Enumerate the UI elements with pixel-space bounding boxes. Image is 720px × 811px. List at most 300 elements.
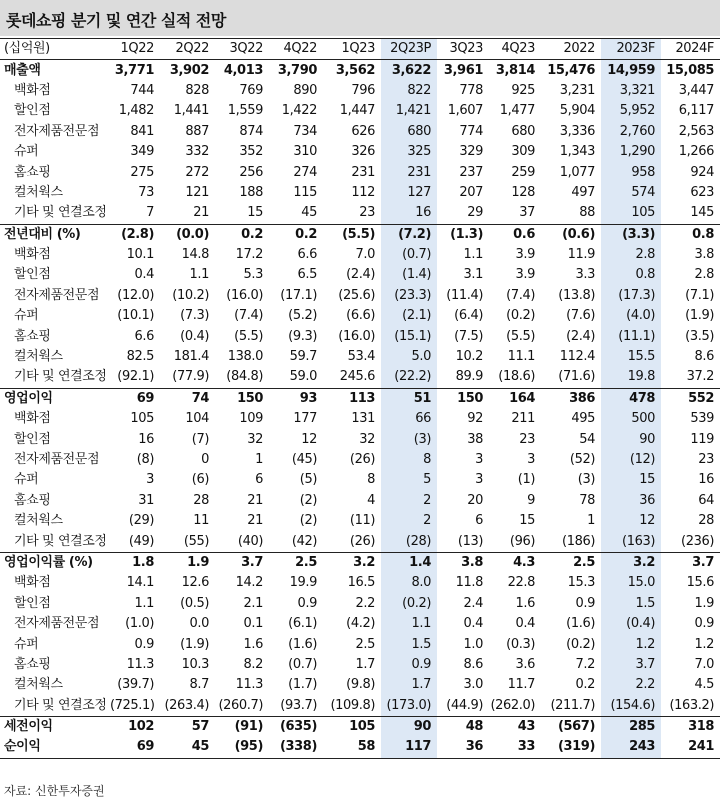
table-cell: 0.2 [269, 224, 323, 245]
table-cell: 15.6 [686, 575, 714, 591]
table-cell: 623 [690, 184, 714, 200]
unit-label: (십억원) [0, 39, 110, 60]
table-cell: 45 [160, 737, 215, 758]
table-cell: (263.4) [164, 697, 209, 713]
table-cell: 326 [351, 144, 375, 160]
table-cell: 181.4 [173, 349, 209, 365]
column-header: 2Q23P [381, 39, 437, 60]
table-cell: 15,476 [547, 62, 595, 78]
table-cell: 37.2 [686, 369, 714, 385]
table-cell: 7.0 [355, 247, 375, 263]
table-cell: 11.7 [507, 677, 535, 693]
table-cell: 28 [698, 513, 714, 529]
table-cell: (10.1) [117, 308, 154, 324]
row-label: 영업이익 [0, 388, 110, 409]
table-cell: 54 [579, 431, 595, 447]
table-cell: (1.4) [381, 265, 437, 285]
table-cell: (211.7) [550, 697, 595, 713]
table-cell: 3.9 [515, 267, 535, 283]
table-cell: 500 [601, 409, 661, 429]
table-cell: 1.1 [134, 595, 154, 611]
table-cell: (0.4) [601, 614, 661, 634]
table-cell: 8.6 [463, 656, 483, 672]
table-cell: 925 [511, 82, 535, 98]
table-cell: 1.7 [355, 656, 375, 672]
table-cell: (11) [349, 513, 375, 529]
row-label: 매출액 [4, 62, 41, 78]
column-header: 2024F [661, 39, 720, 60]
table-cell: 19.9 [289, 575, 317, 591]
table-cell: 2.2 [601, 675, 661, 695]
table-cell: 3,321 [601, 81, 661, 101]
table-cell: 8.0 [381, 573, 437, 593]
table-cell: 78 [579, 492, 595, 508]
table-cell: (95) [215, 737, 269, 758]
table-cell: 2 [381, 491, 437, 511]
table-cell: 104 [185, 411, 209, 427]
column-header: 1Q23 [323, 39, 381, 60]
table-cell: 14.2 [235, 575, 263, 591]
table-cell: (93.7) [280, 697, 317, 713]
table-row [0, 737, 720, 758]
table-cell: 16 [381, 203, 437, 224]
table-cell: 15.0 [601, 573, 661, 593]
table-cell: 890 [293, 82, 317, 98]
table-cell: 1.2 [694, 636, 714, 652]
table-cell: 0.9 [575, 595, 595, 611]
table-cell: 5.0 [381, 347, 437, 367]
table-cell: (9.3) [288, 328, 317, 344]
table-cell: 92 [467, 411, 483, 427]
table-cell: (0.2) [566, 636, 595, 652]
table-cell: (5.5) [323, 224, 381, 245]
table-cell: 102 [110, 716, 160, 737]
row-label: 전년대비 (%) [0, 224, 110, 245]
table-cell: 1,290 [601, 142, 661, 162]
row-label: 슈퍼 [14, 308, 39, 324]
table-cell: 14.1 [126, 575, 154, 591]
table-cell: (5.5) [506, 328, 535, 344]
table-cell: 88 [579, 205, 595, 221]
table-cell: 0.2 [575, 677, 595, 693]
table-cell: 3.6 [515, 656, 535, 672]
table-cell: 3,622 [381, 60, 437, 81]
table-cell: (2.4) [566, 328, 595, 344]
table-cell: 6.5 [297, 267, 317, 283]
table-cell: 3.2 [601, 552, 661, 573]
table-cell: 3.8 [437, 552, 489, 573]
row-label: 홈쇼핑 [14, 656, 51, 672]
table-cell: 3,562 [335, 62, 375, 78]
table-cell: (13) [457, 533, 483, 549]
table-cell: 64 [698, 492, 714, 508]
table-cell: (17.1) [280, 287, 317, 303]
row-label: 홈쇼핑 [14, 328, 51, 344]
table-cell: (84.8) [226, 369, 263, 385]
table-row [0, 531, 720, 552]
row-label: 영업이익률 (%) [0, 552, 110, 573]
table-cell: 15 [247, 205, 263, 221]
table-cell: 9 [527, 492, 535, 508]
row-label: 컬처웍스 [14, 184, 63, 200]
table-cell: (0.6) [541, 224, 601, 245]
table-header-row [0, 39, 720, 60]
row-label: 할인점 [14, 267, 51, 283]
table-cell: 53.4 [347, 349, 375, 365]
table-cell: (92.1) [117, 369, 154, 385]
table-cell: 325 [381, 142, 437, 162]
table-cell: (1.7) [288, 677, 317, 693]
table-cell: 127 [381, 183, 437, 203]
table-cell: 0 [201, 452, 209, 467]
table-cell: 887 [185, 123, 209, 139]
table-cell: 16 [698, 472, 714, 488]
table-cell: 23 [519, 431, 535, 447]
table-cell: 0.8 [601, 265, 661, 285]
table-cell: 796 [351, 82, 375, 98]
table-cell: 1,266 [678, 144, 714, 160]
table-cell: 5.3 [243, 267, 263, 283]
table-cell: 119 [690, 431, 714, 447]
table-cell: 1.4 [381, 552, 437, 573]
table-cell: 309 [511, 144, 535, 160]
table-cell: 145 [690, 205, 714, 221]
table-cell: 3,961 [443, 62, 483, 78]
table-cell: 131 [351, 411, 375, 427]
table-cell: 231 [381, 162, 437, 182]
table-cell: 769 [239, 82, 263, 98]
table-cell: 3,336 [559, 123, 595, 139]
table-cell: (7.2) [381, 224, 437, 245]
table-cell: (2.8) [110, 224, 160, 245]
table-cell: (17.3) [601, 286, 661, 306]
table-cell: (0.2) [381, 594, 437, 614]
table-cell: 822 [381, 81, 437, 101]
table-cell: 90 [381, 716, 437, 737]
table-cell: (71.6) [558, 369, 595, 385]
table-row [0, 655, 720, 675]
table-cell: (635) [269, 716, 323, 737]
table-cell: (52) [569, 452, 595, 467]
table-cell: 497 [571, 184, 595, 200]
table-cell: 275 [130, 164, 154, 180]
table-cell: (23.3) [381, 286, 437, 306]
table-cell: 11.3 [235, 677, 263, 693]
table-cell: (16.0) [338, 328, 375, 344]
table-cell: 1,447 [339, 103, 375, 119]
table-cell: 1,422 [281, 103, 317, 119]
table-cell: 36 [601, 491, 661, 511]
row-label: 백화점 [14, 82, 51, 98]
table-cell: 51 [381, 388, 437, 409]
table-cell: (2) [299, 492, 317, 508]
table-cell: 3.2 [323, 552, 381, 573]
table-cell: (319) [541, 737, 601, 758]
row-label: 백화점 [14, 575, 51, 591]
table-cell: 231 [351, 164, 375, 180]
table-cell: 5,952 [601, 101, 661, 121]
table-cell: 32 [247, 431, 263, 447]
table-cell: 734 [293, 123, 317, 139]
table-cell: 349 [130, 144, 154, 160]
table-cell: 10.1 [126, 247, 154, 263]
column-header: 4Q22 [269, 39, 323, 60]
table-cell: 59.7 [289, 349, 317, 365]
table-cell: 115 [293, 184, 317, 200]
table-cell: 1.9 [694, 595, 714, 611]
table-cell: 1.6 [515, 595, 535, 611]
table-cell: 112.4 [559, 349, 595, 365]
table-cell: 1.7 [381, 675, 437, 695]
table-cell: 29 [467, 205, 483, 221]
row-label: 슈퍼 [14, 144, 39, 160]
table-cell: (1.6) [288, 636, 317, 652]
table-cell: 105 [323, 716, 381, 737]
table-row [0, 573, 720, 593]
row-label: 세전이익 [0, 716, 110, 737]
table-cell: 11.9 [567, 247, 595, 263]
table-row [0, 60, 720, 81]
row-label: 전자제품전문점 [14, 616, 100, 632]
table-cell: 0.8 [661, 224, 720, 245]
title-bar [0, 0, 720, 36]
table-cell: 12.6 [181, 575, 209, 591]
table-cell: 20 [467, 492, 483, 508]
table-cell: 0.4 [463, 616, 483, 632]
table-cell: 274 [293, 164, 317, 180]
table-cell: 33 [489, 737, 541, 758]
table-cell: (12) [601, 450, 661, 470]
table-cell: 12 [601, 511, 661, 531]
table-cell: 2.5 [541, 552, 601, 573]
table-cell: 21 [247, 513, 263, 529]
table-row [0, 122, 720, 142]
table-cell: (6.1) [288, 616, 317, 632]
table-cell: (3) [577, 472, 595, 488]
table-cell: (44.9) [446, 697, 483, 713]
table-cell: (262.0) [490, 697, 535, 713]
table-cell: (725.1) [110, 697, 155, 713]
table-cell: 2.4 [463, 595, 483, 611]
table-cell: 21 [193, 205, 209, 221]
table-cell: 272 [185, 164, 209, 180]
table-cell: 2.1 [243, 595, 263, 611]
table-cell: 69 [110, 737, 160, 758]
table-cell: (11.4) [446, 287, 483, 303]
source-note: 자료: 신한투자증권 [4, 784, 105, 798]
table-cell: (2) [299, 513, 317, 529]
table-cell: (7.6) [566, 308, 595, 324]
table-cell: (1.9) [685, 308, 714, 324]
table-cell: 1.5 [381, 634, 437, 654]
table-cell: 478 [601, 388, 661, 409]
table-row [0, 286, 720, 306]
table-cell: 0.0 [189, 616, 209, 632]
table-cell: 958 [601, 162, 661, 182]
table-cell: 6.6 [297, 247, 317, 263]
table-cell: 21 [247, 492, 263, 508]
row-label: 전자제품전문점 [14, 287, 100, 303]
table-row [0, 491, 720, 511]
table-cell: 112 [351, 184, 375, 200]
row-label: 기타 및 연결조정 [14, 205, 107, 221]
table-row [0, 142, 720, 162]
table-cell: 23 [359, 205, 375, 221]
table-cell: (11.1) [601, 326, 661, 346]
table-cell: 3,447 [678, 82, 714, 98]
table-cell: (91) [215, 716, 269, 737]
table-cell: 11.1 [507, 349, 535, 365]
table-cell: 0.9 [297, 595, 317, 611]
table-cell: (42) [291, 533, 317, 549]
table-cell: 36 [437, 737, 489, 758]
table-cell: 1,421 [381, 101, 437, 121]
table-cell: 1,077 [559, 164, 595, 180]
table-cell: 318 [661, 716, 720, 737]
table-cell: 128 [511, 184, 535, 200]
table-cell: 352 [239, 144, 263, 160]
table-cell: 8.6 [694, 349, 714, 365]
row-label: 백화점 [14, 411, 51, 427]
table-cell: 3.7 [215, 552, 269, 573]
table-cell: (4.2) [346, 616, 375, 632]
table-cell: 4.3 [489, 552, 541, 573]
table-cell: (6.6) [346, 308, 375, 324]
table-cell: (49) [128, 533, 154, 549]
row-label: 할인점 [14, 595, 51, 611]
table-cell: 177 [293, 411, 317, 427]
table-cell: 552 [661, 388, 720, 409]
table-cell: (1.0) [125, 616, 154, 632]
table-cell: 329 [459, 144, 483, 160]
table-cell: 774 [459, 123, 483, 139]
table-cell: 11.3 [126, 656, 154, 672]
row-label: 전자제품전문점 [14, 123, 100, 139]
table-row [0, 511, 720, 531]
table-cell: 1.1 [381, 614, 437, 634]
table-cell: 2,760 [601, 122, 661, 142]
table-cell: 11 [193, 513, 209, 529]
table-cell: 539 [690, 411, 714, 427]
table-row [0, 183, 720, 203]
table-cell: 2.8 [694, 267, 714, 283]
table-cell: 3.0 [463, 677, 483, 693]
table-cell: 1.5 [601, 594, 661, 614]
table-cell: 3.7 [661, 552, 720, 573]
table-cell: (15.1) [381, 326, 437, 346]
table-cell: 1 [587, 513, 595, 529]
table-cell: 10.3 [181, 656, 209, 672]
table-cell: (96) [509, 533, 535, 549]
table-row [0, 162, 720, 182]
table-cell: 1,607 [447, 103, 483, 119]
table-cell: 259 [511, 164, 535, 180]
row-label: 기타 및 연결조정 [14, 697, 107, 713]
table-cell: 574 [601, 183, 661, 203]
table-cell: 105 [601, 203, 661, 224]
table-cell: 6.6 [134, 328, 154, 344]
table-cell: (0.3) [506, 636, 535, 652]
table-cell: (0.0) [160, 224, 215, 245]
row-label: 기타 및 연결조정 [14, 369, 107, 385]
table-row [0, 306, 720, 326]
table-cell: 2,563 [678, 123, 714, 139]
table-cell: 164 [489, 388, 541, 409]
row-label: 컬처웍스 [14, 349, 63, 365]
table-cell: 285 [601, 716, 661, 737]
table-cell: 3.8 [694, 247, 714, 263]
table-row [0, 245, 720, 265]
table-cell: (22.2) [381, 367, 437, 388]
table-cell: 188 [239, 184, 263, 200]
table-cell: 7.0 [694, 656, 714, 672]
table-cell: 15.5 [601, 347, 661, 367]
table-cell: 7 [146, 205, 154, 221]
table-cell: 43 [489, 716, 541, 737]
table-cell: 14,959 [601, 60, 661, 81]
table-cell: 3.3 [575, 267, 595, 283]
table-cell: (3.5) [685, 328, 714, 344]
table-cell: 0.9 [381, 655, 437, 675]
table-cell: 0.4 [515, 616, 535, 632]
table-cell: 3.1 [463, 267, 483, 283]
table-cell: 58 [323, 737, 381, 758]
row-label: 백화점 [14, 247, 51, 263]
table-cell: 15.3 [567, 575, 595, 591]
table-cell: 23 [698, 452, 714, 467]
table-row [0, 388, 720, 409]
table-cell: 32 [359, 431, 375, 447]
table-cell: 256 [239, 164, 263, 180]
table-cell: 4.5 [694, 677, 714, 693]
table-row [0, 696, 720, 717]
table-row [0, 347, 720, 367]
table-cell: 1,482 [118, 103, 154, 119]
table-row [0, 81, 720, 101]
table-cell: 109 [239, 411, 263, 427]
table-cell: 3 [527, 452, 535, 467]
table-cell: (25.6) [338, 287, 375, 303]
table-cell: 4 [367, 492, 375, 508]
table-cell: 74 [160, 388, 215, 409]
table-cell: (18.6) [498, 369, 535, 385]
table-cell: 14.8 [181, 247, 209, 263]
table-cell: 59.0 [289, 369, 317, 385]
table-cell: 22.8 [507, 575, 535, 591]
table-cell: 90 [601, 429, 661, 449]
table-cell: 15,085 [666, 62, 714, 78]
table-cell: (0.4) [180, 328, 209, 344]
table-cell: 150 [215, 388, 269, 409]
table-cell: (6) [191, 472, 209, 488]
table-cell: (1) [517, 472, 535, 488]
table-cell: (6.4) [454, 308, 483, 324]
table-title: 롯데쇼핑 분기 및 연간 실적 전망 [6, 11, 226, 30]
table-cell: (1.9) [180, 636, 209, 652]
table-cell: 207 [459, 184, 483, 200]
table-row [0, 552, 720, 573]
table-cell: (28) [381, 531, 437, 552]
table-cell: 237 [459, 164, 483, 180]
earnings-table [0, 38, 720, 759]
table-row [0, 367, 720, 388]
table-cell: 117 [381, 737, 437, 758]
table-cell: 3,771 [114, 62, 154, 78]
table-cell: 37 [519, 205, 535, 221]
table-cell: (0.5) [180, 595, 209, 611]
table-cell: 3,231 [559, 82, 595, 98]
table-cell: 2.8 [601, 245, 661, 265]
